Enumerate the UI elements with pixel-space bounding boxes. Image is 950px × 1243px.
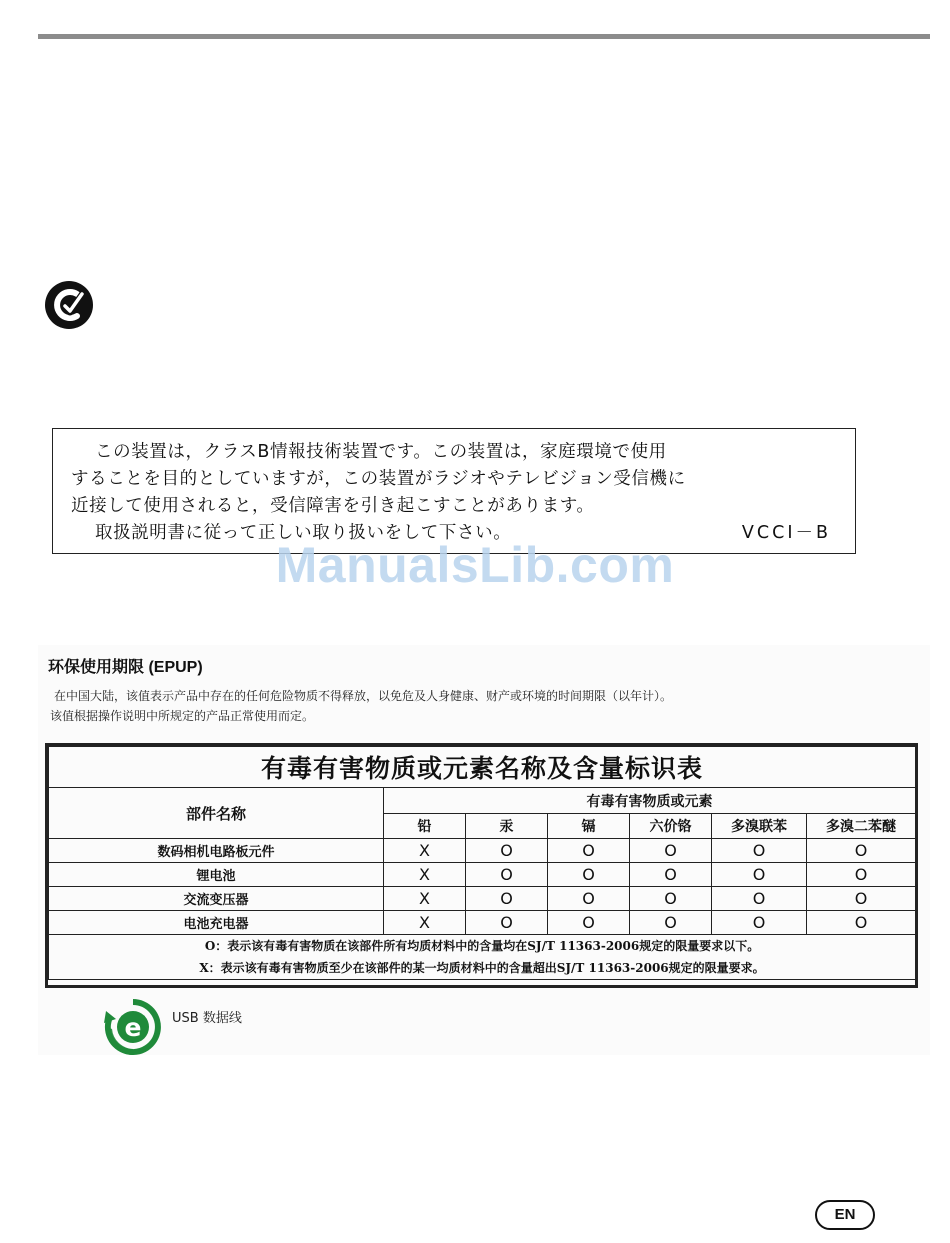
- compliance-mark: O: [466, 863, 548, 887]
- compliance-mark: O: [466, 839, 548, 863]
- vcci-line-3: 近接して使用されると，受信障害を引き起こすことがあります。: [71, 496, 595, 516]
- vcci-instruction: 取扱説明書に従って正しい取り扱いをして下さい。: [95, 523, 512, 543]
- compliance-mark: O: [712, 839, 807, 863]
- epup-title: 环保使用期限 (EPUP): [48, 659, 203, 676]
- compliance-mark: O: [548, 911, 630, 935]
- part-name: 交流变压器: [49, 887, 384, 911]
- table-row: [49, 911, 916, 935]
- compliance-mark: X: [384, 839, 466, 863]
- substance-header: 多溴联苯: [712, 814, 807, 839]
- c-tick-mark-icon: [44, 280, 94, 330]
- table-row: [49, 839, 916, 863]
- part-name: 锂电池: [49, 863, 384, 887]
- compliance-mark: O: [807, 887, 916, 911]
- efup-item-label: USB 数据线: [172, 1011, 242, 1026]
- top-rule: [38, 34, 930, 39]
- compliance-mark: X: [384, 911, 466, 935]
- substance-header: 铅: [384, 814, 466, 839]
- table-title: 有毒有害物质或元素名称及含量标识表: [49, 747, 916, 788]
- note-x: X：表示该有毒有害物质至少在该部件的某一均质材料中的含量超出SJ/T 11363-2006规定的限量要求。: [199, 961, 765, 975]
- part-name: 电池充电器: [49, 911, 384, 935]
- compliance-mark: X: [384, 887, 466, 911]
- note-o: O：表示该有毒有害物质在该部件所有均质材料中的含量均在SJ/T 11363-2006规定的限量要求以下。: [204, 939, 760, 953]
- table-row: [49, 863, 916, 887]
- substance-header: 六价铬: [630, 814, 712, 839]
- compliance-mark: O: [466, 911, 548, 935]
- language-badge: EN: [815, 1200, 875, 1230]
- hazardous-substance-table: [45, 743, 918, 988]
- compliance-mark: O: [466, 887, 548, 911]
- vcci-line-2: することを目的としていますが，この装置がラジオやテレビジョン受信機に: [71, 469, 686, 489]
- efup-logo-letter: e: [124, 1013, 142, 1042]
- substance-header: 多溴二苯醚: [807, 814, 916, 839]
- efup-recycle-e-icon: [102, 999, 164, 1055]
- compliance-mark: O: [807, 911, 916, 935]
- watermark: ManualsLib.com: [275, 537, 675, 593]
- compliance-mark: X: [384, 863, 466, 887]
- compliance-mark: O: [712, 887, 807, 911]
- vcci-class-mark: VCCI－B: [741, 523, 831, 543]
- substance-header: 汞: [466, 814, 548, 839]
- substance-header: 镉: [548, 814, 630, 839]
- compliance-mark: O: [548, 863, 630, 887]
- compliance-mark: O: [807, 863, 916, 887]
- table-row: [49, 887, 916, 911]
- compliance-mark: O: [712, 911, 807, 935]
- compliance-mark: O: [548, 887, 630, 911]
- compliance-mark: O: [548, 839, 630, 863]
- table-notes: [49, 935, 916, 980]
- part-name: 数码相机电路板元件: [49, 839, 384, 863]
- compliance-mark: O: [630, 911, 712, 935]
- vcci-line-1: この装置は，クラスB情報技術装置です。この装置は，家庭環境で使用: [95, 442, 667, 462]
- epup-description: [50, 686, 910, 726]
- epup-description-line-1: 在中国大陆，该值表示产品中存在的任何危险物质不得释放，以免危及人身健康、财产或环境的时间期限（以年计）。: [54, 689, 673, 703]
- compliance-mark: O: [630, 863, 712, 887]
- epup-description-line-2: 该值根据操作说明中所规定的产品正常使用而定。: [50, 709, 315, 723]
- compliance-mark: O: [712, 863, 807, 887]
- compliance-mark: O: [630, 839, 712, 863]
- substance-group-header: 有毒有害物质或元素: [384, 788, 916, 814]
- part-name-header: 部件名称: [49, 788, 384, 839]
- compliance-mark: O: [630, 887, 712, 911]
- compliance-mark: O: [807, 839, 916, 863]
